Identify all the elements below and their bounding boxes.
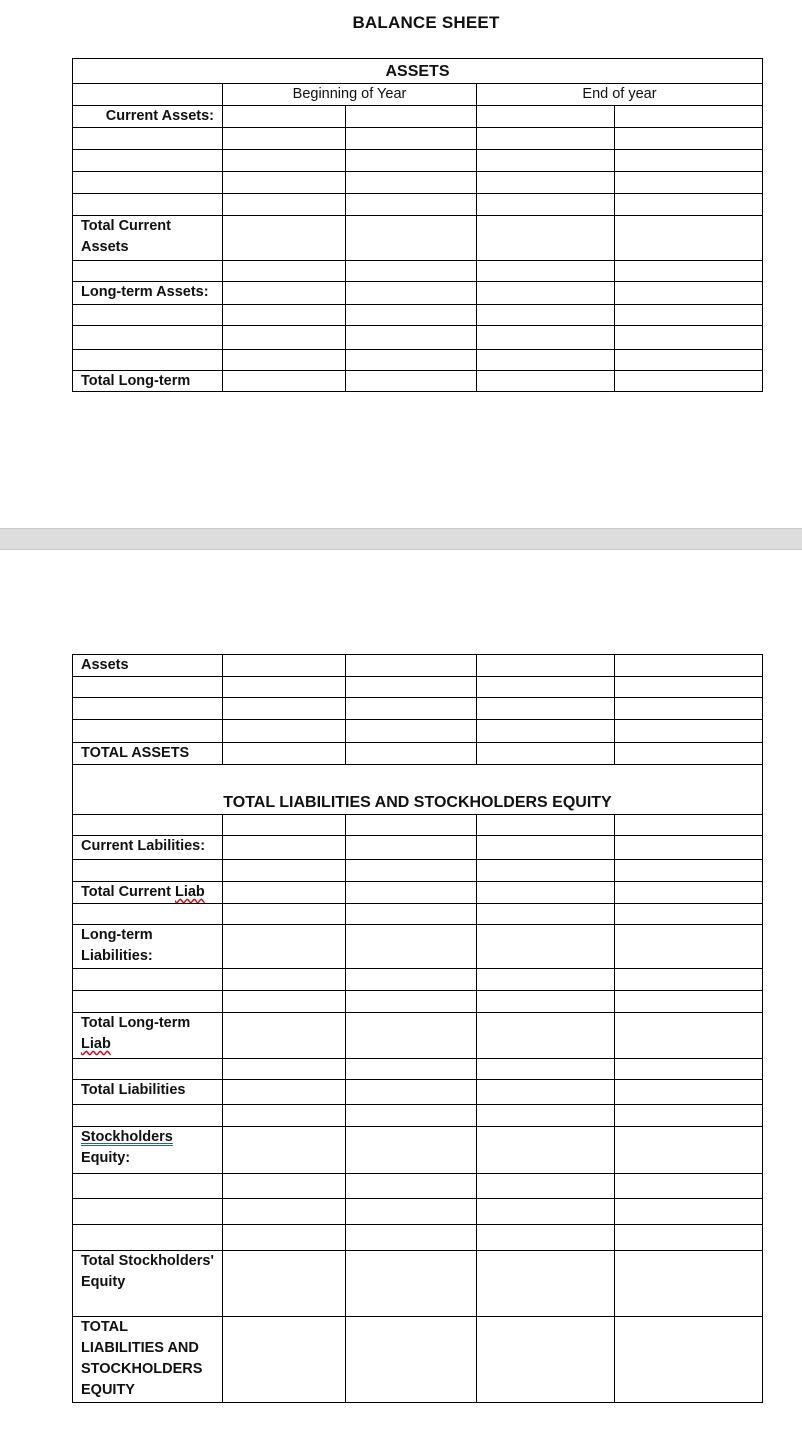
- table-cell[interactable]: [73, 128, 223, 150]
- table-row: [73, 904, 763, 925]
- table-cell[interactable]: [346, 1317, 477, 1403]
- table-cell[interactable]: [73, 1225, 223, 1251]
- assets-table: [72, 58, 763, 392]
- table-cell[interactable]: [73, 1174, 223, 1199]
- table-cell[interactable]: [477, 261, 615, 282]
- table-cell[interactable]: [223, 1127, 346, 1174]
- table-cell[interactable]: [346, 925, 477, 969]
- stockholders-equity-label: [73, 1127, 223, 1174]
- table-row: [73, 261, 763, 282]
- table-cell[interactable]: [73, 326, 223, 350]
- table-cell[interactable]: [346, 1199, 477, 1225]
- table-cell[interactable]: [346, 860, 477, 882]
- table-cell[interactable]: [223, 150, 346, 172]
- table-cell[interactable]: [73, 904, 223, 925]
- table-cell[interactable]: [615, 1199, 763, 1225]
- table-cell[interactable]: [346, 194, 477, 216]
- long-term-assets-label: Long-term Assets:: [73, 282, 223, 305]
- table-row: [73, 860, 763, 882]
- liabilities-equity-header: TOTAL LIABILITIES AND STOCKHOLDERS EQUITY: [73, 765, 763, 815]
- table-cell[interactable]: [615, 904, 763, 925]
- table-row: [73, 698, 763, 720]
- table-cell[interactable]: [73, 677, 223, 698]
- table-cell[interactable]: [477, 991, 615, 1013]
- table-cell[interactable]: [223, 720, 346, 743]
- table-cell[interactable]: [615, 677, 763, 698]
- table-row: [73, 1105, 763, 1127]
- table-row: [73, 1199, 763, 1225]
- total-current-assets-label: Total Current Assets: [73, 216, 223, 261]
- table-cell[interactable]: [615, 882, 763, 904]
- table-row: [73, 969, 763, 991]
- table-cell[interactable]: [73, 172, 223, 194]
- table-cell[interactable]: [615, 698, 763, 720]
- table-cell[interactable]: [615, 282, 763, 305]
- table-cell[interactable]: [223, 698, 346, 720]
- table-cell[interactable]: [73, 1199, 223, 1225]
- table-cell[interactable]: [615, 925, 763, 969]
- table-cell[interactable]: [615, 1251, 763, 1317]
- table-cell[interactable]: [346, 216, 477, 261]
- table-cell[interactable]: [346, 743, 477, 765]
- table-cell[interactable]: [615, 1013, 763, 1059]
- table-cell[interactable]: [73, 860, 223, 882]
- table-cell[interactable]: [223, 106, 346, 128]
- table-cell[interactable]: [223, 882, 346, 904]
- table-cell[interactable]: [615, 655, 763, 677]
- table-cell[interactable]: [73, 305, 223, 326]
- table-cell[interactable]: [477, 677, 615, 698]
- table-cell[interactable]: [346, 815, 477, 836]
- table-cell[interactable]: [223, 1059, 346, 1080]
- equity-word: Equity:: [81, 1150, 131, 1166]
- table-row: [73, 326, 763, 350]
- table-row: [73, 194, 763, 216]
- total-current-liab-word: Liab: [174, 884, 205, 900]
- table-cell[interactable]: [73, 1059, 223, 1080]
- table-cell[interactable]: [223, 1225, 346, 1251]
- table-cell[interactable]: [223, 1317, 346, 1403]
- table-cell[interactable]: [346, 1013, 477, 1059]
- total-long-term-liab-label: [73, 1013, 223, 1059]
- table-cell[interactable]: [346, 150, 477, 172]
- table-cell[interactable]: [477, 904, 615, 925]
- table-cell[interactable]: [477, 860, 615, 882]
- table-cell[interactable]: [477, 1059, 615, 1080]
- total-stockholders-equity-label: Total Stockholders' Equity: [73, 1251, 223, 1317]
- long-term-liabilities-label: Long-term Liabilities:: [73, 925, 223, 969]
- table-row: [73, 1013, 763, 1059]
- table-cell[interactable]: [346, 1059, 477, 1080]
- table-cell[interactable]: [73, 720, 223, 743]
- table-cell[interactable]: [477, 150, 615, 172]
- table-cell[interactable]: [615, 1174, 763, 1199]
- table-cell[interactable]: [346, 1127, 477, 1174]
- table-cell[interactable]: [477, 1080, 615, 1105]
- sheet-title: BALANCE SHEET: [352, 13, 500, 32]
- beginning-of-year-header: Beginning of Year: [223, 84, 477, 106]
- liabilities-header-row: [73, 765, 763, 815]
- table-cell[interactable]: [615, 261, 763, 282]
- table-cell[interactable]: [73, 698, 223, 720]
- table-cell[interactable]: [73, 261, 223, 282]
- table-cell[interactable]: [477, 1225, 615, 1251]
- table-cell[interactable]: [223, 261, 346, 282]
- assets-header-row: [73, 59, 763, 84]
- table-cell[interactable]: [615, 1059, 763, 1080]
- table-cell[interactable]: [223, 1174, 346, 1199]
- table-cell[interactable]: [615, 150, 763, 172]
- table-cell[interactable]: [346, 882, 477, 904]
- total-long-term-liab-prefix: Total Long-term: [81, 1015, 191, 1031]
- table-cell[interactable]: [223, 305, 346, 326]
- table-cell[interactable]: [223, 655, 346, 677]
- table-cell[interactable]: [615, 991, 763, 1013]
- table-row: [73, 1225, 763, 1251]
- table-row: [73, 1127, 763, 1174]
- total-long-term-liab-word: Liab: [81, 1036, 111, 1052]
- table-cell[interactable]: [477, 326, 615, 350]
- table-cell[interactable]: [346, 371, 477, 392]
- table-cell[interactable]: [615, 128, 763, 150]
- table-cell[interactable]: [223, 326, 346, 350]
- table-row: [73, 991, 763, 1013]
- table-row: [73, 106, 763, 128]
- table-cell[interactable]: [223, 1080, 346, 1105]
- table-cell[interactable]: [73, 1105, 223, 1127]
- table-cell[interactable]: [615, 860, 763, 882]
- table-cell[interactable]: [477, 698, 615, 720]
- table-row: [73, 371, 763, 392]
- table-cell[interactable]: [477, 815, 615, 836]
- table-cell[interactable]: [615, 720, 763, 743]
- table-cell[interactable]: [615, 1317, 763, 1403]
- table-cell[interactable]: [223, 172, 346, 194]
- table-cell[interactable]: [223, 1199, 346, 1225]
- table-cell[interactable]: [615, 350, 763, 371]
- table-cell[interactable]: [477, 1013, 615, 1059]
- table-row: [73, 1080, 763, 1105]
- table-cell[interactable]: [477, 128, 615, 150]
- table-row: [73, 282, 763, 305]
- table-cell[interactable]: [346, 836, 477, 860]
- column-header-row: [73, 84, 763, 106]
- table-cell[interactable]: [615, 305, 763, 326]
- table-cell[interactable]: [346, 1251, 477, 1317]
- table-cell[interactable]: [477, 282, 615, 305]
- table-cell[interactable]: [223, 350, 346, 371]
- current-liabilities-label: Current Labilities:: [73, 836, 223, 860]
- table-cell[interactable]: [477, 1251, 615, 1317]
- table-cell[interactable]: [73, 991, 223, 1013]
- table-cell[interactable]: [346, 326, 477, 350]
- table-cell[interactable]: [223, 1105, 346, 1127]
- table-cell[interactable]: [477, 969, 615, 991]
- table-cell[interactable]: [477, 1127, 615, 1174]
- table-cell[interactable]: [346, 282, 477, 305]
- table-row: [73, 350, 763, 371]
- table-cell[interactable]: [223, 991, 346, 1013]
- table-cell[interactable]: [615, 216, 763, 261]
- table-row: [73, 882, 763, 904]
- table-cell[interactable]: [615, 106, 763, 128]
- table-cell[interactable]: [223, 282, 346, 305]
- assets-header: ASSETS: [73, 59, 763, 84]
- table-row: [73, 216, 763, 261]
- table-cell[interactable]: [477, 1174, 615, 1199]
- table-cell[interactable]: [346, 698, 477, 720]
- total-long-term-label: Total Long-term: [73, 371, 223, 392]
- stockholders-word: Stockholders: [81, 1129, 173, 1145]
- table-cell[interactable]: [346, 1225, 477, 1251]
- table-cell[interactable]: [223, 836, 346, 860]
- table-row: [73, 677, 763, 698]
- table-cell[interactable]: [615, 371, 763, 392]
- table-cell[interactable]: [73, 194, 223, 216]
- table-cell[interactable]: [346, 904, 477, 925]
- table-row: [73, 925, 763, 969]
- table-cell[interactable]: [223, 904, 346, 925]
- table-cell[interactable]: [477, 1199, 615, 1225]
- table-cell[interactable]: [346, 305, 477, 326]
- table-cell[interactable]: [477, 371, 615, 392]
- table-cell[interactable]: [223, 925, 346, 969]
- table-cell[interactable]: [615, 969, 763, 991]
- table-cell[interactable]: [615, 194, 763, 216]
- table-cell[interactable]: [346, 106, 477, 128]
- table-cell[interactable]: [223, 969, 346, 991]
- table-cell[interactable]: [223, 677, 346, 698]
- table-cell[interactable]: [615, 1105, 763, 1127]
- table-row: [73, 305, 763, 326]
- table-cell[interactable]: [346, 677, 477, 698]
- table-cell[interactable]: [223, 815, 346, 836]
- table-cell[interactable]: [73, 350, 223, 371]
- table-cell[interactable]: [477, 216, 615, 261]
- table-row: [73, 655, 763, 677]
- table-cell[interactable]: [477, 350, 615, 371]
- table-cell[interactable]: [223, 216, 346, 261]
- table-cell[interactable]: [223, 743, 346, 765]
- table-cell[interactable]: [73, 84, 223, 106]
- table-cell[interactable]: [346, 655, 477, 677]
- table-row: [73, 172, 763, 194]
- table-cell[interactable]: [477, 655, 615, 677]
- table-cell[interactable]: [73, 815, 223, 836]
- table-cell[interactable]: [477, 305, 615, 326]
- table-row: [73, 1251, 763, 1317]
- table-cell[interactable]: [346, 720, 477, 743]
- table-cell[interactable]: [615, 1080, 763, 1105]
- table-row: [73, 836, 763, 860]
- table-cell[interactable]: [477, 1105, 615, 1127]
- table-cell[interactable]: [615, 326, 763, 350]
- table-cell[interactable]: [73, 150, 223, 172]
- table-cell[interactable]: [346, 969, 477, 991]
- total-assets-label: TOTAL ASSETS: [73, 743, 223, 765]
- table-cell[interactable]: [346, 1080, 477, 1105]
- table-cell[interactable]: [615, 815, 763, 836]
- table-cell[interactable]: [346, 350, 477, 371]
- total-liabilities-label: Total Liabilities: [73, 1080, 223, 1105]
- table-cell[interactable]: [477, 1317, 615, 1403]
- table-row: [73, 720, 763, 743]
- end-of-year-header: End of year: [477, 84, 763, 106]
- table-row: [73, 815, 763, 836]
- table-row: [73, 743, 763, 765]
- table-cell[interactable]: [346, 172, 477, 194]
- page-break: [0, 528, 802, 550]
- table-cell[interactable]: [477, 720, 615, 743]
- table-cell[interactable]: [223, 371, 346, 392]
- total-current-liab-prefix: Total Current: [81, 884, 175, 900]
- table-cell[interactable]: [346, 128, 477, 150]
- table-cell[interactable]: [346, 261, 477, 282]
- table-cell[interactable]: [346, 991, 477, 1013]
- table-cell[interactable]: [223, 1251, 346, 1317]
- table-cell[interactable]: [346, 1174, 477, 1199]
- table-cell[interactable]: [477, 194, 615, 216]
- table-cell[interactable]: [73, 969, 223, 991]
- liabilities-equity-table: [72, 654, 763, 1403]
- table-row: [73, 1317, 763, 1403]
- table-cell[interactable]: [477, 836, 615, 860]
- total-liabilities-and-equity-label: TOTAL LIABILITIES AND STOCKHOLDERS EQUITY: [73, 1317, 223, 1403]
- table-row: [73, 1174, 763, 1199]
- assets-label: Assets: [73, 655, 223, 677]
- table-cell[interactable]: [477, 743, 615, 765]
- table-cell[interactable]: [223, 1013, 346, 1059]
- table-cell[interactable]: [615, 1127, 763, 1174]
- table-row: [73, 1059, 763, 1080]
- table-cell[interactable]: [223, 860, 346, 882]
- table-cell[interactable]: [477, 106, 615, 128]
- table-cell[interactable]: [615, 1225, 763, 1251]
- table-cell[interactable]: [615, 172, 763, 194]
- table-cell[interactable]: [477, 172, 615, 194]
- table-row: [73, 150, 763, 172]
- table-cell[interactable]: [615, 743, 763, 765]
- table-cell[interactable]: [615, 836, 763, 860]
- table-cell[interactable]: [477, 882, 615, 904]
- table-cell[interactable]: [346, 1105, 477, 1127]
- table-row: [73, 128, 763, 150]
- current-assets-label: Current Assets:: [73, 106, 223, 128]
- total-current-liab-label: [73, 882, 223, 904]
- table-cell[interactable]: [477, 925, 615, 969]
- table-cell[interactable]: [223, 194, 346, 216]
- table-cell[interactable]: [223, 128, 346, 150]
